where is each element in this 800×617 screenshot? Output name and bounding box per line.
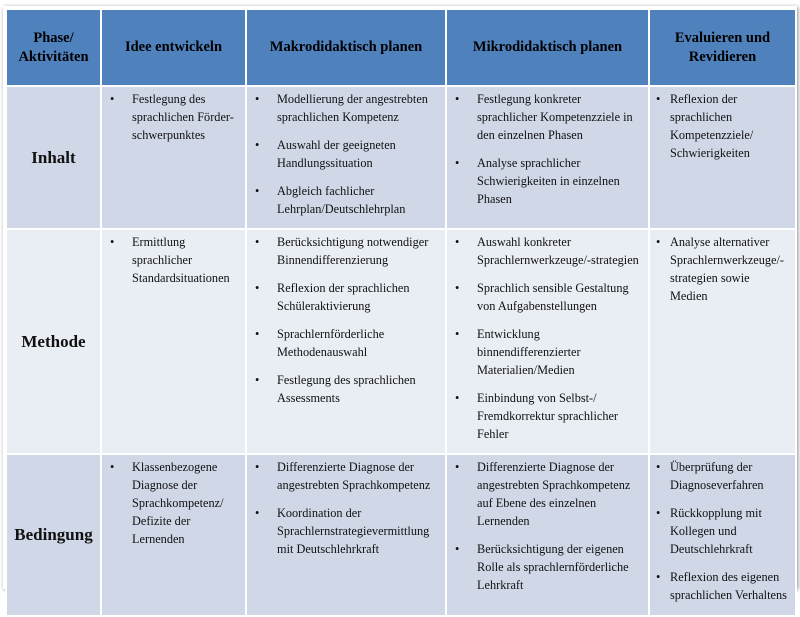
list-item-text: Ermittlung sprachlicher Standardsituationen [132, 235, 230, 285]
bullet-list [247, 230, 445, 407]
list-item [447, 90, 644, 144]
list-item-text: Klassenbezogene Diagnose der Sprachkompetenz/ Defizite der Lernenden [132, 460, 224, 546]
list-item [447, 279, 644, 315]
list-item-text: Reflexion der sprachlichen Schüleraktivierung [277, 281, 410, 313]
list-item [650, 458, 791, 494]
list-item [447, 458, 644, 530]
table-row-inhalt [6, 86, 796, 229]
bullet-icon: • [455, 460, 460, 474]
bullet-icon: • [455, 92, 460, 106]
bullet-list [102, 230, 245, 287]
list-item-text: Festlegung konkreter sprachlicher Kompetenzziele in den einzelnen Phasen [477, 92, 633, 142]
bullet-list [650, 87, 795, 162]
bullet-icon: • [656, 460, 661, 474]
bullet-list [447, 230, 648, 443]
bullet-icon: • [455, 156, 460, 170]
cell-makro [246, 229, 446, 454]
header-row [6, 9, 796, 86]
bullet-icon: • [255, 506, 260, 520]
list-item-text: Differenzierte Diagnose der angestrebten Sprachkompetenz auf Ebene des einzelnen Lernenden [477, 460, 631, 528]
bullet-icon: • [255, 327, 260, 341]
list-item [247, 182, 441, 218]
bullet-icon: • [656, 570, 661, 584]
bullet-icon: • [455, 327, 460, 341]
row-header: Methode [6, 229, 101, 454]
list-item [650, 568, 791, 604]
bullet-icon: • [110, 460, 115, 474]
cell-makro [246, 86, 446, 229]
list-item-text: Analyse alternativer Sprachlernwerkzeuge/- strategien sowie Medien [670, 235, 785, 303]
bullet-icon: • [255, 184, 260, 198]
bullet-icon: • [255, 460, 260, 474]
list-item-text: Reflexion der sprachlichen Kompetenzziele/ Schwierigkeiten [670, 92, 754, 160]
list-item [650, 504, 791, 558]
bullet-icon: • [110, 235, 115, 249]
cell-evaluieren [649, 454, 796, 616]
bullet-icon: • [656, 506, 661, 520]
cell-evaluieren [649, 229, 796, 454]
list-item [447, 325, 644, 379]
cell-idee [101, 86, 246, 229]
column-header-phase: Phase/ Aktivitäten [6, 9, 101, 86]
bullet-list [247, 87, 445, 218]
list-item-text: Koordination der Sprachlernstrategievermittlung mit Deutschlehrkraft [277, 506, 430, 556]
bullet-icon: • [255, 281, 260, 295]
cell-mikro [446, 229, 649, 454]
list-item-text: Modellierung der angestrebten sprachlichen Kompetenz [277, 92, 428, 124]
cell-idee [101, 229, 246, 454]
list-item-text: Sprachlich sensible Gestaltung von Aufgabenstellungen [477, 281, 629, 313]
list-item [247, 371, 441, 407]
list-item-text: Berücksichtigung notwendiger Binnendifferenzierung [277, 235, 429, 267]
list-item [247, 279, 441, 315]
bullet-icon: • [455, 391, 460, 405]
bullet-icon: • [455, 281, 460, 295]
column-header-makro: Makrodidaktisch planen [246, 9, 446, 86]
list-item-text: Sprachlernförderliche Methodenauswahl [277, 327, 385, 359]
list-item-text: Auswahl der geeigneten Handlungssituation [277, 138, 396, 170]
column-header-mikro: Mikrodidaktisch planen [446, 9, 649, 86]
list-item [247, 90, 441, 126]
bullet-icon: • [255, 138, 260, 152]
list-item-text: Einbindung von Selbst-/ Fremdkorrektur sprachlicher Fehler [477, 391, 619, 441]
list-item-text: Reflexion des eigenen sprachlichen Verhaltens [670, 570, 787, 602]
bullet-icon: • [455, 542, 460, 556]
list-item [102, 458, 241, 548]
list-item-text: Differenzierte Diagnose der angestrebten Sprachkompetenz [277, 460, 431, 492]
cell-makro [246, 454, 446, 616]
list-item [447, 540, 644, 594]
list-item-text: Festlegung des sprachlichen Förder- schwerpunktes [132, 92, 234, 142]
list-item [102, 90, 241, 144]
row-header: Inhalt [6, 86, 101, 229]
bullet-list [247, 455, 445, 558]
bullet-icon: • [110, 92, 115, 106]
bullet-list [650, 230, 795, 305]
list-item [650, 90, 791, 162]
table-row-bedingung [6, 454, 796, 616]
column-header-evaluieren: Evaluieren und Revidieren [649, 9, 796, 86]
list-item-text: Entwicklung binnendifferenzierter Materialien/Medien [477, 327, 581, 377]
list-item-text: Rückkopplung mit Kollegen und Deutschlehrkraft [670, 506, 762, 556]
phase-activity-table [5, 8, 797, 617]
bullet-list [447, 455, 648, 594]
bullet-icon: • [255, 373, 260, 387]
cell-idee [101, 454, 246, 616]
list-item [447, 154, 644, 208]
cell-mikro [446, 454, 649, 616]
list-item [650, 233, 791, 305]
list-item [247, 504, 441, 558]
table-row-methode [6, 229, 796, 454]
list-item-text: Berücksichtigung der eigenen Rolle als sprachlernförderliche Lehrkraft [477, 542, 629, 592]
bullet-list [447, 87, 648, 208]
list-item [247, 233, 441, 269]
bullet-list [102, 87, 245, 144]
bullet-icon: • [656, 235, 661, 249]
bullet-icon: • [255, 92, 260, 106]
list-item [247, 458, 441, 494]
bullet-list [102, 455, 245, 548]
list-item [447, 389, 644, 443]
bullet-icon: • [255, 235, 260, 249]
cell-evaluieren [649, 86, 796, 229]
list-item [247, 325, 441, 361]
list-item [247, 136, 441, 172]
list-item-text: Überprüfung der Diagnoseverfahren [670, 460, 764, 492]
list-item [447, 233, 644, 269]
column-header-idee: Idee entwickeln [101, 9, 246, 86]
bullet-list [650, 455, 795, 604]
cell-mikro [446, 86, 649, 229]
bullet-icon: • [656, 92, 661, 106]
bullet-icon: • [455, 235, 460, 249]
row-header: Bedingung [6, 454, 101, 616]
list-item-text: Auswahl konkreter Sprachlernwerkzeuge/-strategien [477, 235, 639, 267]
list-item-text: Festlegung des sprachlichen Assessments [277, 373, 416, 405]
list-item [102, 233, 241, 287]
list-item-text: Abgleich fachlicher Lehrplan/Deutschlehrplan [277, 184, 406, 216]
list-item-text: Analyse sprachlicher Schwierigkeiten in einzelnen Phasen [477, 156, 620, 206]
